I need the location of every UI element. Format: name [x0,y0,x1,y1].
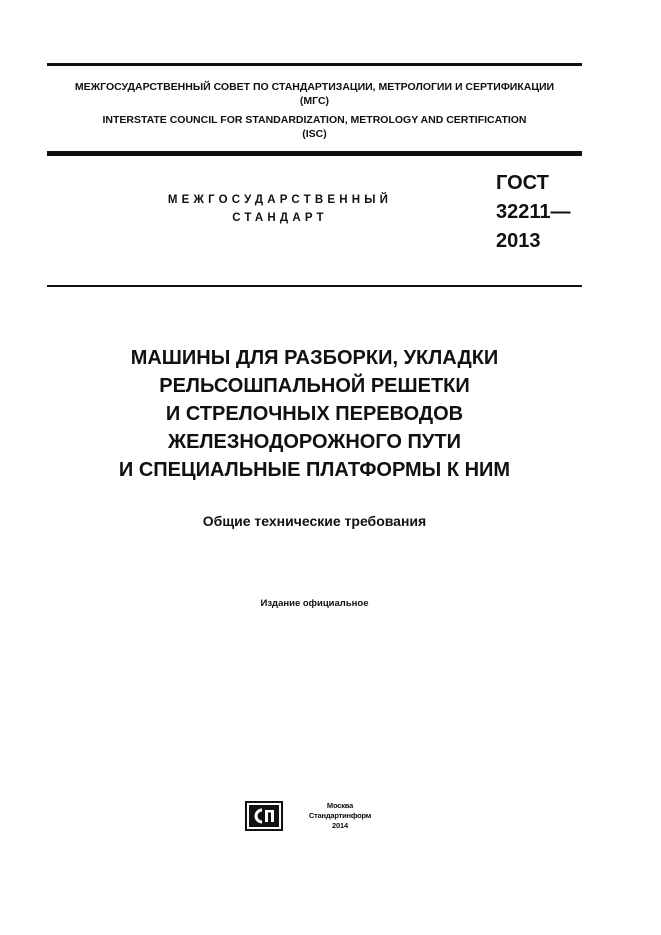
top-rule [47,63,582,66]
gost-prefix: ГОСТ [496,172,549,194]
standard-type-line1: МЕЖГОСУДАРСТВЕННЫЙ [167,194,393,206]
standartinform-logo-icon [245,801,283,831]
header-bottom-rule [47,151,582,156]
publisher-info [292,801,388,831]
title-line-4: ЖЕЛЕЗНОДОРОЖНОГО ПУТИ [168,431,461,453]
title-line-1: МАШИНЫ ДЛЯ РАЗБОРКИ, УКЛАДКИ [130,347,499,369]
publisher-name: Стандартинформ [308,811,372,820]
edition-note: Издание официальное [260,598,369,609]
gost-year: 2013 [496,230,541,252]
gost-number: 32211— [496,201,571,223]
publisher-year: 2014 [332,821,348,830]
publisher-city: Москва [326,801,354,810]
document-subtitle: Общие технические требования [202,513,427,529]
council-abbr-en: (ISC) [302,128,327,140]
council-name-en: INTERSTATE COUNCIL FOR STANDARDIZATION, METROLOGY AND CERTIFICATION [102,114,527,126]
standard-type-line2: СТАНДАРТ [232,212,328,224]
designation-bottom-rule [47,285,582,287]
title-line-2: РЕЛЬСОШПАЛЬНОЙ РЕШЕТКИ [159,375,470,397]
title-line-5: И СПЕЦИАЛЬНЫЕ ПЛАТФОРМЫ К НИМ [118,459,511,481]
council-name-ru: МЕЖГОСУДАРСТВЕННЫЙ СОВЕТ ПО СТАНДАРТИЗАЦИИ, МЕТРОЛОГИИ И СЕРТИФИКАЦИИ [74,81,555,93]
council-abbr-ru: (МГС) [299,95,330,107]
title-line-3: И СТРЕЛОЧНЫХ ПЕРЕВОДОВ [165,403,464,425]
